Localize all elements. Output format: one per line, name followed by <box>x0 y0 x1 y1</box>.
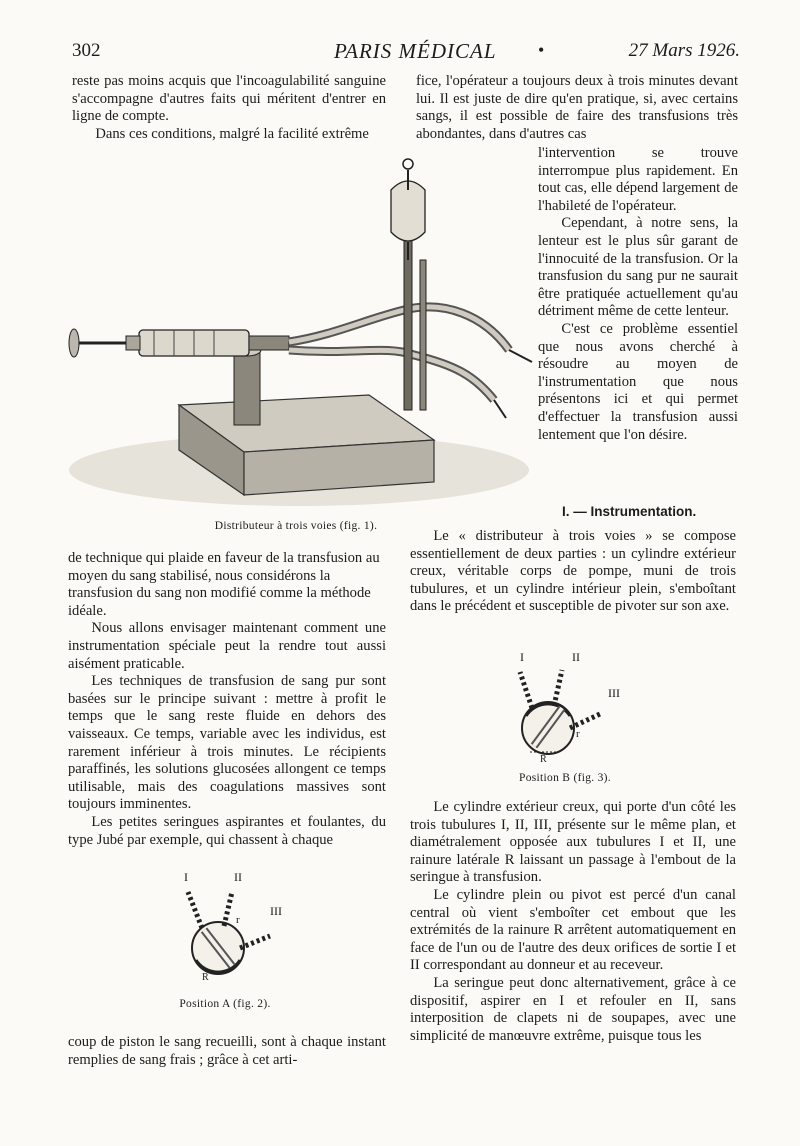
label-tube-iii: III <box>608 686 620 700</box>
paragraph: Nous allons envisager maintenant comment une instrumentation spéciale peut la rendre tout aussi aisément praticable. <box>68 620 386 672</box>
label-tube-ii: II <box>572 650 580 664</box>
right-column-narrow <box>538 145 738 444</box>
paragraph: Le « distributeur à trois voies » se compose essentiellement de deux parties : un cylindre extérieur creux, véritable corps de pompe, muni de trois tubulures, et un cylindre intérieur plein, s'emboîtant dans le précédent et susceptible de pivoter sur son axe. <box>410 528 736 615</box>
label-groove-r: R <box>202 972 209 983</box>
figure-position-b <box>500 650 650 770</box>
right-column-bottom <box>410 799 736 1045</box>
right-column-middle <box>410 528 736 616</box>
paragraph: coup de piston le sang recueilli, sont à chaque instant remplies de sang frais ; grâce à cet arti- <box>68 1034 386 1068</box>
label-tube-i: I <box>520 650 524 664</box>
label-tube-ii: II <box>234 870 242 884</box>
figure-2-caption: Position A (fig. 2). <box>179 998 271 1010</box>
paragraph: C'est ce problème essentiel que nous avons cherché à résoudre au moyen de l'instrumentation que nous présentons ici et qui permet d'effectuer la transfusion aussi lentement que l'on désire. <box>538 320 738 443</box>
left-column-top <box>72 73 386 143</box>
paragraph: de technique qui plaide en faveur de la transfusion au moyen du sang stabilisé, nous considérons la transfusion du sang non modifié comme la méthode idéale. <box>68 550 380 619</box>
figure-distributor-apparatus <box>64 150 534 512</box>
paragraph: fice, l'opérateur a toujours deux à trois minutes devant lui. Il est juste de dire qu'en pratique, si, avec certains sangs, il est possible de faire des transfusions très abondantes, dans d'autres cas <box>416 73 738 142</box>
label-r-small: r <box>576 728 580 740</box>
figure-3-caption: Position B (fig. 3). <box>519 772 611 784</box>
figure-position-a <box>170 870 320 988</box>
paragraph: Cependant, à notre sens, la lenteur est le plus sûr garant de l'innocuité de la transfusion. Or la transfusion du sang pur ne saurait être pratiquée actuellement qu'au détriment même de cette lenteur. <box>538 215 738 320</box>
paragraph: Les techniques de transfusion de sang pur sont basées sur le principe suivant : mettre à profit le temps que le sang reste fluide en dehors des vaisseaux. Ce temps, variable avec les individus, est rarement inférieur à trois minutes. Le récipients paraffinés, les solutions glucosées allongent ce temps utilisable, mais des coagulations massives sont toujours imminentes. <box>68 673 386 813</box>
issue-date: 27 Mars 1926. <box>628 40 740 61</box>
label-r-small: r <box>236 914 240 926</box>
paragraph: Le cylindre extérieur creux, qui porte d'un côté les trois tubulures I, II, III, présente sur le même plan, et diamétralement opposée aux tubulures I et II, une rainure latérale R laissant un passage à l'embout de la seringue à transfusion. <box>410 799 736 886</box>
left-column-middle <box>68 550 386 849</box>
label-groove-r: R <box>540 754 547 765</box>
journal-title: PARIS MÉDICAL <box>334 39 497 63</box>
right-column-top <box>416 73 738 143</box>
running-header <box>72 40 740 66</box>
label-tube-iii: III <box>270 904 282 918</box>
paragraph: Le cylindre plein ou pivot est percé d'un canal central où vient s'emboîter cet embout que les extrémités de la rainure R arrêtent automatiquement en face de l'un ou de l'autre des deux orifices de sortie I et II correspondant au donneur et au receveur. <box>410 886 736 974</box>
page-number: 302 <box>72 40 101 61</box>
left-column-bottom <box>68 1034 386 1069</box>
label-tube-i: I <box>184 870 188 884</box>
paragraph: Les petites seringues aspirantes et foulantes, du type Jubé par exemple, qui chassent à chaque <box>68 813 386 848</box>
paragraph: l'intervention se trouve interrompue plus rapidement. En tout cas, elle dépend largement de l'habileté de l'opérateur. <box>538 145 738 214</box>
paragraph: Dans ces conditions, malgré la facilité extrême <box>95 125 369 142</box>
header-separator: • <box>538 40 545 60</box>
paragraph: reste pas moins acquis que l'incoagulabilité sanguine s'accompagne d'autres faits qui méritent d'entrer en ligne de compte. <box>72 73 386 125</box>
figure-1-caption: Distributeur à trois voies (fig. 1). <box>214 520 378 532</box>
section-heading: I. — Instrumentation. <box>562 504 697 519</box>
paragraph: La seringue peut donc alternativement, grâce à ce dispositif, aspirer en I et refouler en II, sans interposition de clapets ni de soupapes, avec une simplicité de manœuvre extrême, puisque tous les <box>410 974 736 1044</box>
